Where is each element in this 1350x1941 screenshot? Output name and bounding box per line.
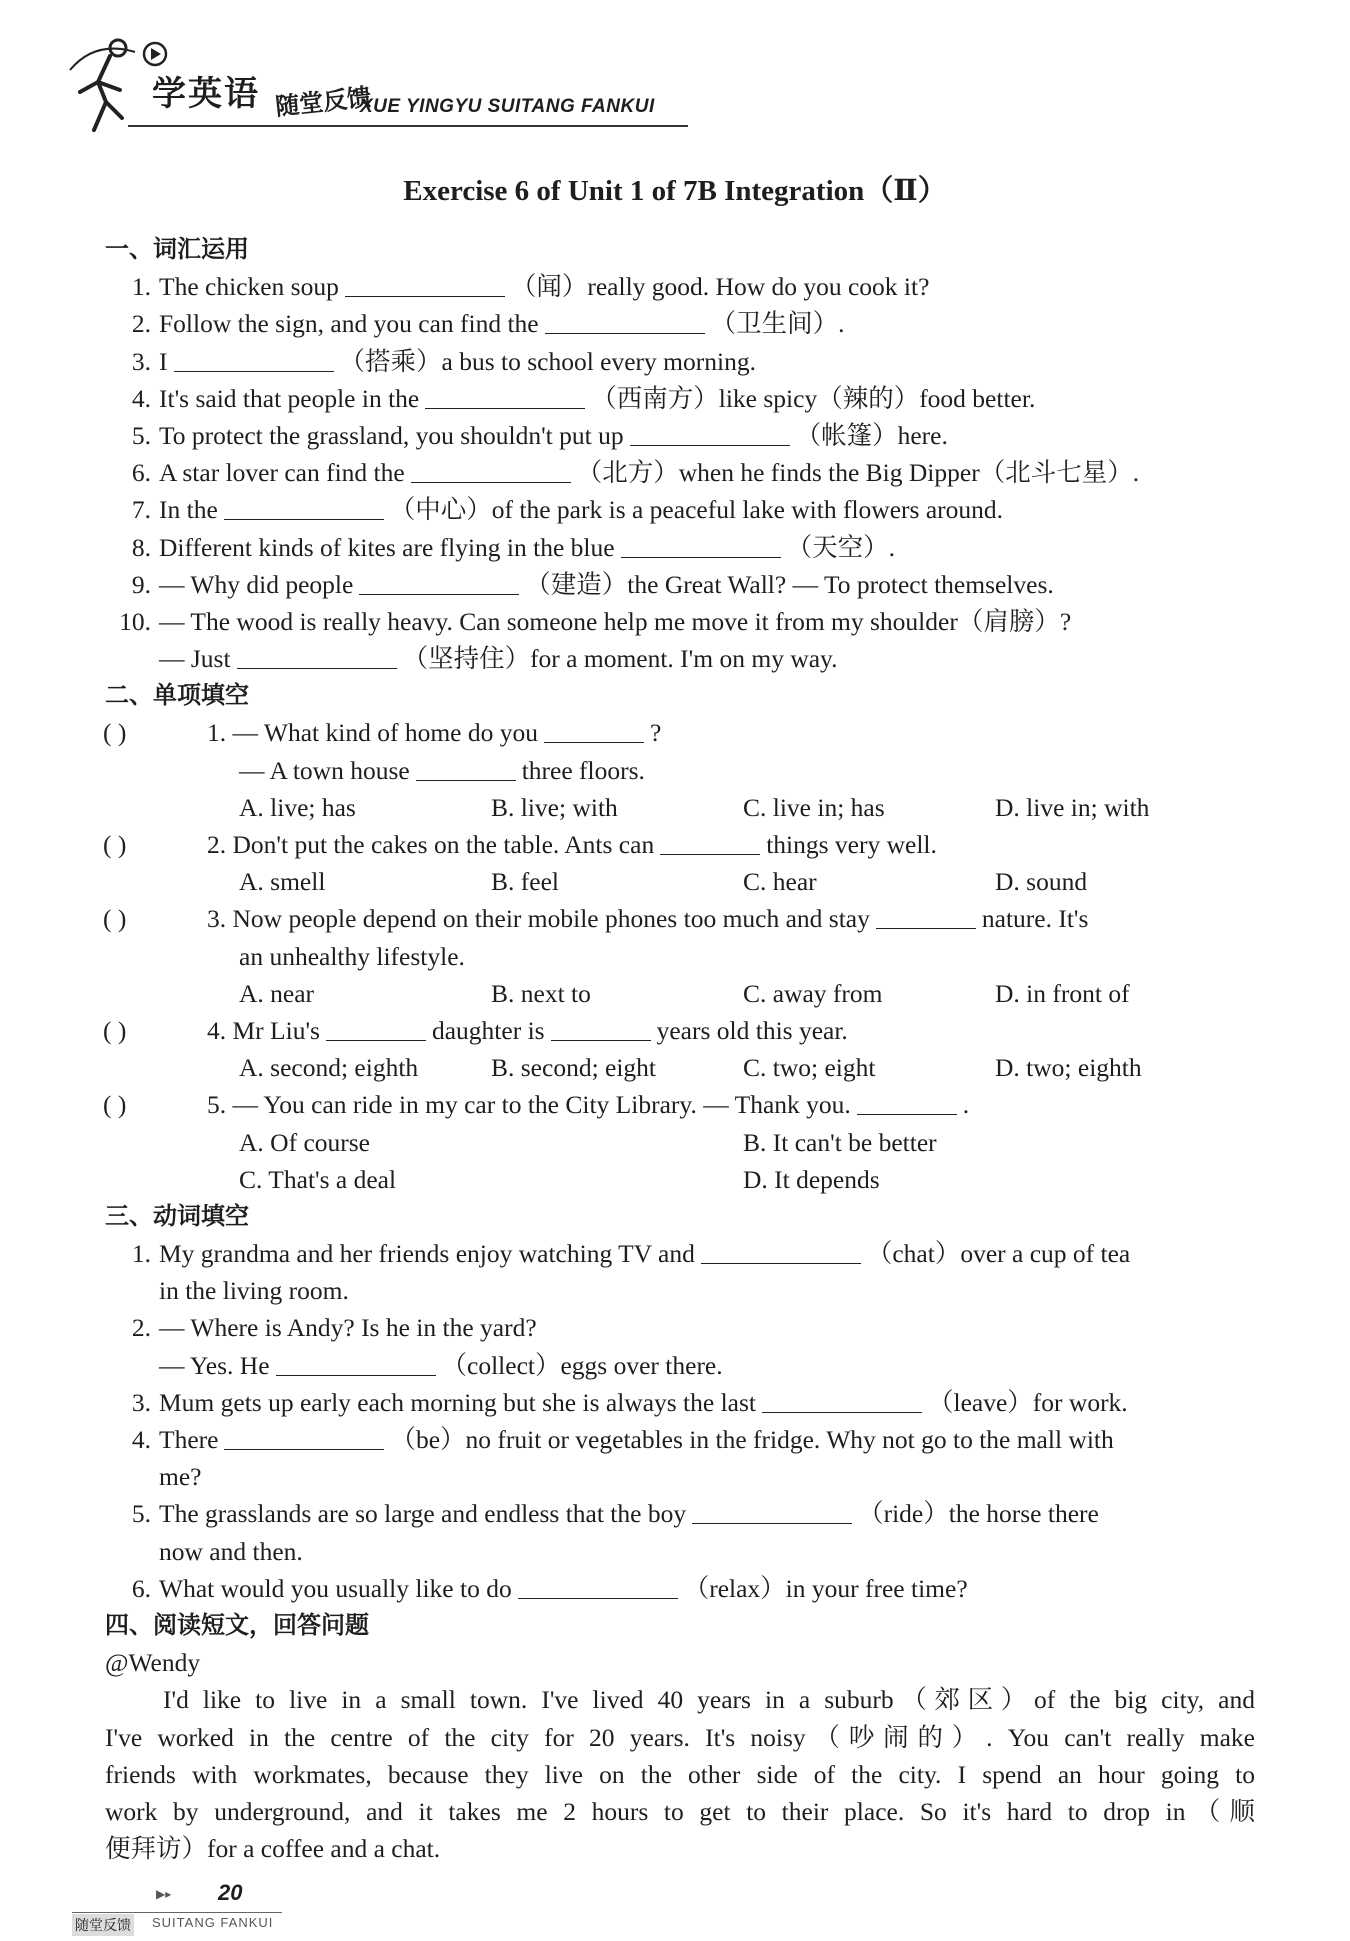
option-d[interactable]: D. live in; with	[995, 792, 1150, 822]
answer-blank[interactable]	[345, 270, 505, 297]
answer-blank[interactable]	[630, 419, 790, 446]
mc-question-continued: — A town house three floors.	[239, 755, 645, 785]
footer-rule	[72, 1912, 282, 1913]
question-item: 3. I （搭乘）a bus to school every morning.	[131, 346, 756, 376]
option-a[interactable]: A. Of course	[239, 1127, 370, 1157]
answer-blank[interactable]	[425, 382, 585, 409]
question-item: 6. What would you usually like to do （relax）in your free time?	[131, 1573, 968, 1603]
answer-blank[interactable]	[416, 754, 516, 781]
section-heading: 一、词汇运用	[105, 235, 249, 263]
passage-line: I've worked in the centre of the city for 20 years. It's noisy（吵闹的）. You can't really make	[105, 1722, 1255, 1752]
answer-blank[interactable]	[276, 1349, 436, 1376]
option-c[interactable]: C. hear	[743, 867, 817, 897]
mc-question: ( ) 5. — You can ride in my car to the City Library. — Thank you. .	[103, 1086, 1255, 1123]
header-logo	[40, 30, 680, 140]
mc-options	[105, 1124, 1255, 1161]
answer-blank[interactable]	[518, 1572, 678, 1599]
section-heading: 三、动词填空	[105, 1201, 249, 1230]
answer-blank[interactable]	[660, 828, 760, 855]
option-d[interactable]: D. It depends	[743, 1164, 880, 1194]
question-item: 5. To protect the grassland, you shouldn't put up （帐篷）here.	[131, 420, 948, 450]
question-item-continued: — Yes. He （collect）eggs over there.	[159, 1350, 723, 1380]
answer-bracket[interactable]: ( )	[103, 830, 127, 859]
answer-blank[interactable]	[701, 1237, 861, 1264]
passage-line: I'd like to live in a small town. I've lived 40 years in a suburb（郊区）of the big city, and	[163, 1685, 1255, 1715]
answer-blank[interactable]	[326, 1014, 426, 1041]
question-item: 9. — Why did people （建造）the Great Wall? — To protect themselves.	[131, 569, 1054, 599]
logo-title-cn: 学英语	[152, 74, 260, 114]
answer-blank[interactable]	[237, 642, 397, 669]
page-title: Exercise 6 of Unit 1 of 7B Integration（Ⅱ）	[403, 175, 947, 207]
answer-blank[interactable]	[857, 1088, 957, 1115]
passage-author: @Wendy	[105, 1648, 201, 1678]
question-item-continued: now and then.	[159, 1536, 303, 1566]
answer-blank[interactable]	[411, 456, 571, 483]
option-b[interactable]: B. feel	[491, 867, 559, 897]
answer-blank[interactable]	[545, 307, 705, 334]
mc-options	[105, 1049, 1255, 1086]
option-b[interactable]: B. next to	[491, 978, 591, 1008]
question-item-continued: — Just （坚持住）for a moment. I'm on my way.	[159, 644, 838, 674]
option-d[interactable]: D. in front of	[995, 978, 1130, 1008]
answer-blank[interactable]	[359, 568, 519, 595]
option-d[interactable]: D. two; eighth	[995, 1053, 1142, 1083]
footer-label-pinyin: SUITANG FANKUI	[152, 1915, 274, 1930]
question-item: 1. The chicken soup （闻）really good. How do you cook it?	[131, 272, 930, 302]
option-b[interactable]: B. second; eight	[491, 1053, 657, 1083]
mc-question: ( ) 1. — What kind of home do you ?	[103, 714, 1255, 751]
mc-options	[105, 1161, 1255, 1198]
question-item: 4. It's said that people in the （西南方）like spicy（辣的）food better.	[131, 383, 1036, 413]
question-item: 2. — Where is Andy? Is he in the yard?	[131, 1313, 537, 1343]
arrow-icon: ▶▸	[156, 1887, 172, 1901]
option-c[interactable]: C. That's a deal	[239, 1164, 397, 1194]
mc-question-continued: an unhealthy lifestyle.	[239, 941, 465, 971]
section-heading: 四、阅读短文，回答问题	[105, 1610, 369, 1639]
answer-blank[interactable]	[621, 531, 781, 558]
answer-blank[interactable]	[224, 493, 384, 520]
mc-options	[105, 863, 1255, 900]
option-d[interactable]: D. sound	[995, 867, 1088, 897]
answer-bracket[interactable]: ( )	[103, 718, 127, 748]
page-number: 20	[218, 1880, 243, 1905]
answer-blank[interactable]	[762, 1386, 922, 1413]
answer-bracket[interactable]: ( )	[103, 1090, 127, 1120]
mc-question: ( ) 4. Mr Liu's daughter is years old this year.	[103, 1012, 1255, 1049]
question-item: 10. — The wood is really heavy. Can someone help me move it from my shoulder（肩膀）?	[119, 606, 1072, 636]
question-item: 5. The grasslands are so large and endless that the boy （ride）the horse there	[131, 1499, 1099, 1529]
question-item: 1. My grandma and her friends enjoy watching TV and （chat）over a cup of tea	[131, 1239, 1131, 1269]
question-item-continued: me?	[159, 1462, 202, 1492]
question-item-continued: in the living room.	[159, 1276, 349, 1306]
mc-options	[105, 789, 1255, 826]
option-c[interactable]: C. two; eight	[743, 1053, 876, 1083]
mc-question: ( ) 2. Don't put the cakes on the table. Ants can things very well.	[103, 826, 1255, 863]
option-b[interactable]: B. It can't be better	[743, 1127, 937, 1157]
answer-bracket[interactable]: ( )	[103, 1015, 127, 1045]
option-c[interactable]: C. away from	[743, 978, 883, 1008]
question-item: 8. Different kinds of kites are flying in the blue （天空）.	[131, 532, 895, 562]
option-a[interactable]: A. live; has	[239, 792, 356, 822]
option-c[interactable]: C. live in; has	[743, 792, 885, 822]
header-rule	[128, 125, 688, 127]
mc-question: ( ) 3. Now people depend on their mobile phones too much and stay nature. It's	[103, 900, 1255, 937]
answer-bracket[interactable]: ( )	[103, 904, 127, 934]
question-item: 6. A star lover can find the （北方）when he finds the Big Dipper（北斗七星）.	[131, 458, 1140, 488]
logo-pinyin: XUE YINGYU SUITANG FANKUI	[360, 96, 655, 117]
question-item: 3. Mum gets up early each morning but she is always the last （leave）for work.	[131, 1387, 1128, 1417]
page-footer	[72, 1880, 292, 1934]
passage-line: work by underground, and it takes me 2 hours to get to their place. So it's hard to drop in（顺	[105, 1796, 1255, 1826]
answer-blank[interactable]	[551, 1014, 651, 1041]
exercise-content	[105, 231, 1255, 1867]
question-item: 7. In the （中心）of the park is a peaceful lake with flowers around.	[131, 495, 1004, 525]
footer-label-cn: 随堂反馈	[72, 1914, 134, 1936]
question-item: 2. Follow the sign, and you can find the （卫生间）.	[131, 309, 845, 339]
answer-blank[interactable]	[876, 902, 976, 929]
option-a[interactable]: A. smell	[239, 867, 326, 897]
answer-blank[interactable]	[692, 1497, 852, 1524]
passage-line: friends with workmates, because they live on the other side of the city. I spend an hour going to	[105, 1759, 1255, 1789]
answer-blank[interactable]	[224, 1423, 384, 1450]
passage-line: 便拜访）for a coffee and a chat.	[105, 1834, 441, 1864]
answer-blank[interactable]	[174, 345, 334, 372]
question-item: 4. There （be）no fruit or vegetables in the fridge. Why not go to the mall with	[131, 1425, 1114, 1454]
option-b[interactable]: B. live; with	[491, 792, 618, 822]
answer-blank[interactable]	[544, 716, 644, 743]
option-a[interactable]: A. near	[239, 978, 315, 1008]
section-heading: 二、单项填空	[105, 681, 249, 710]
option-a[interactable]: A. second; eighth	[239, 1053, 419, 1083]
logo-subtitle-cn: 随堂反馈	[274, 83, 373, 121]
mc-options	[105, 975, 1255, 1012]
